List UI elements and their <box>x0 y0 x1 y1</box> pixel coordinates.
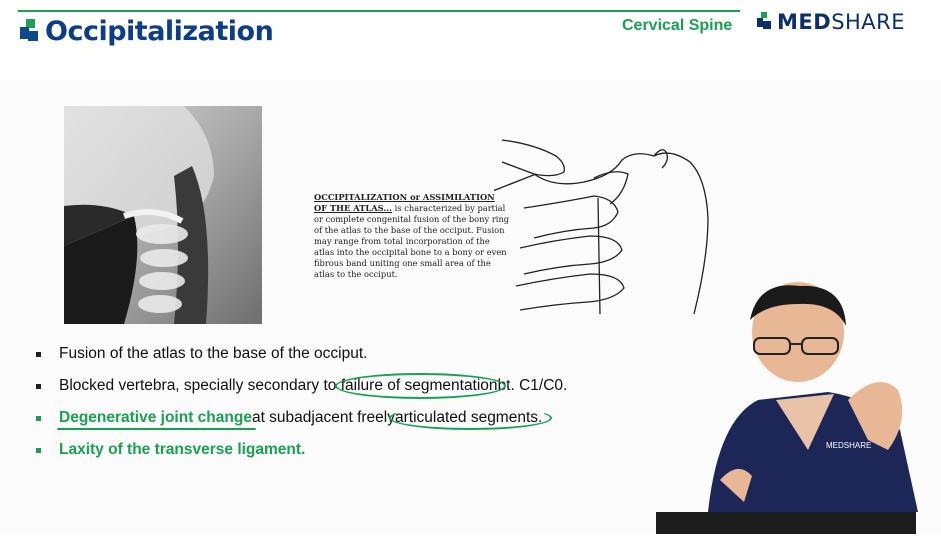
bullet-item <box>36 338 567 370</box>
bullet-text: Fusion of the atlas to the base of the occiput. <box>59 345 368 362</box>
circled-phrase: failure of segmentation <box>341 377 498 395</box>
bullet-text-suffix: bt. C1/C0. <box>497 377 568 394</box>
brand-logo <box>757 10 905 34</box>
xray-image <box>64 106 262 324</box>
bullet-marker-icon <box>36 416 41 421</box>
slide-title: Occipitalization <box>45 16 274 47</box>
brand-mark-icon <box>757 12 775 32</box>
slide-header <box>20 16 273 47</box>
bullet-item <box>36 434 567 466</box>
annotation-underline <box>57 428 256 430</box>
bullet-text: at subadjacent freely <box>251 409 395 426</box>
medshare-logo-icon <box>20 19 42 45</box>
brand-name: MEDSHARE <box>777 10 906 34</box>
bullet-text: Blocked vertebra, specially secondary to <box>59 377 337 394</box>
bullet-item <box>36 402 567 434</box>
header-rule <box>18 10 740 12</box>
shirt-logo: MEDSHARE <box>826 441 872 450</box>
presenter-image <box>648 280 941 534</box>
topic-tag: Cervical Spine <box>622 17 733 34</box>
bullet-marker-icon <box>36 384 41 389</box>
bullet-text: Laxity of the transverse ligament. <box>59 441 306 458</box>
figure-caption: OCCIPITALIZATION or ASSIMILATION OF THE ATLAS... is characterized by partial or complete congenital fusion of the bony ring of the atlas to the base of the occiput. Fusion may range from total incorporation of the atlas into the occipital bone to a bony or even fibrous band uniting one small area of the atlas to the occiput. <box>314 192 510 279</box>
bullet-list <box>36 338 567 466</box>
circled-phrase: articulated segments. <box>395 409 542 427</box>
underlined-phrase: Degenerative joint change <box>59 409 252 427</box>
bullet-marker-icon <box>36 448 41 453</box>
bullet-item <box>36 370 567 402</box>
bullet-marker-icon <box>36 352 41 357</box>
